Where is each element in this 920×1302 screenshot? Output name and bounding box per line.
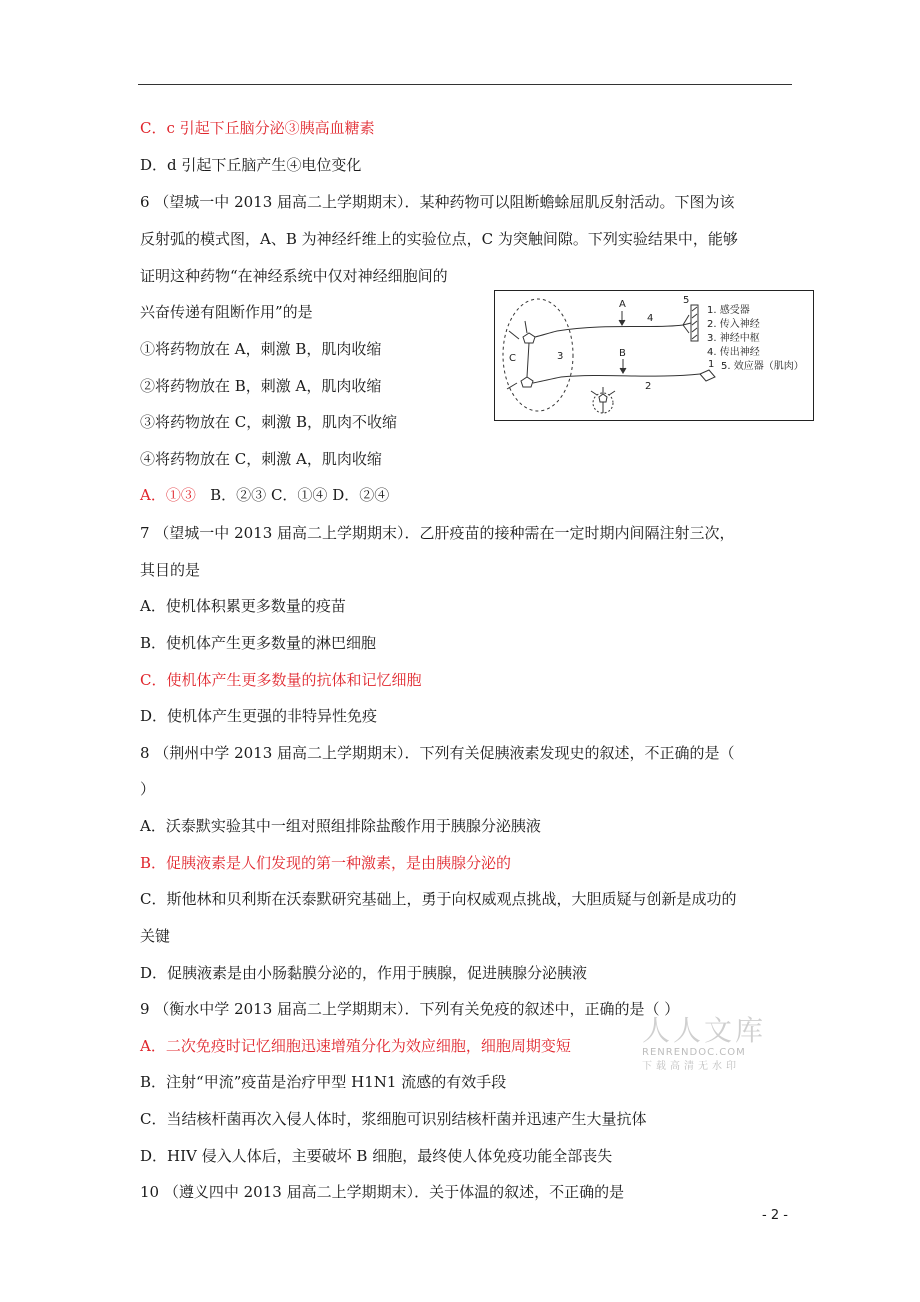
watermark-tagline: 下载高清无水印 [642,1061,740,1072]
option-9a: A．二次免疫时记忆细胞迅速增殖分化为效应细胞，细胞周期变短 [140,1037,571,1055]
legend-center: 3. 神经中枢 [707,333,760,344]
arrow-b-head [620,368,626,373]
question-8-line-1: 8 （荆州中学 2013 届高二上学期期末）．下列有关促胰液素发现史的叙述，不正确的是（ [140,744,735,762]
option-7c: C．使机体产生更多数量的抗体和记忆细胞 [140,671,422,689]
efferent-terminal [683,315,691,333]
label-b: B [619,348,626,359]
legend-effector: 5. 效应器（肌肉） [721,361,804,372]
legend-efferent: 4. 传出神经 [707,347,760,358]
label-4: 4 [647,313,654,324]
option-7a: A．使机体积累更多数量的疫苗 [140,597,346,615]
reflex-arc-figure [494,290,814,421]
question-6-line-4: 兴奋传递有阻断作用”的是 [140,303,313,321]
label-3: 3 [557,351,564,362]
question-6-line-3: 证明这种药物“在神经系统中仅对神经细胞间的 [140,267,448,285]
legend-afferent: 2. 传入神经 [707,319,760,330]
option-8a: A．沃泰默实验其中一组对照组排除盐酸作用于胰腺分泌胰液 [140,817,541,835]
header-rule [138,84,792,85]
question-6-line-1: 6 （望城一中 2013 届高二上学期期末）．某种药物可以阻断蟾蜍屈肌反射活动。下图为该 [140,193,735,211]
option-9d: D．HIV 侵入人体后，主要破坏 B 细胞，最终使人体免疫功能全部丧失 [140,1147,613,1165]
option-5d: D．d 引起下丘脑产生④电位变化 [140,156,362,174]
option-5c: C．c 引起下丘脑分泌③胰高血糖素 [140,119,375,137]
watermark-url: RENRENDOC.COM [642,1047,746,1058]
statement-6-1: ①将药物放在 A，刺激 B，肌肉收缩 [140,340,382,358]
interneuron-body-top [523,333,535,343]
label-2: 2 [645,381,652,392]
efferent-nerve [557,325,683,331]
option-7d: D．使机体产生更强的非特异性免疫 [140,707,378,725]
question-10: 10 （遵义四中 2013 届高二上学期期末）．关于体温的叙述，不正确的是 [140,1183,625,1201]
legend-receptor: 1. 感受器 [707,305,750,316]
answers-6 [140,485,389,505]
label-5: 5 [683,295,690,306]
label-c: C [509,353,516,364]
statement-6-2: ②将药物放在 B，刺激 A，肌肉收缩 [140,377,382,395]
question-9: 9 （衡水中学 2013 届高二上学期期末）．下列有关免疫的叙述中，正确的是（ ） [140,1000,680,1018]
sensory-neuron-body [599,394,607,402]
statement-6-4: ④将药物放在 C，刺激 A，肌肉收缩 [140,450,382,468]
label-1: 1 [708,359,715,370]
arrow-a-head [619,320,625,325]
option-9c: C．当结核杆菌再次入侵人体时，浆细胞可识别结核杆菌并迅速产生大量抗体 [140,1110,647,1128]
interneuron-body-bottom [521,377,533,387]
option-8d: D．促胰液素是由小肠黏膜分泌的，作用于胰腺，促进胰腺分泌胰液 [140,964,588,982]
answer-6-correct: A．①③ [140,486,196,504]
label-a: A [619,299,626,310]
question-8-line-2: ） [140,780,156,798]
option-8b: B．促胰液素是人们发现的第一种激素，是由胰腺分泌的 [140,854,512,872]
afferent-nerve [561,374,700,377]
question-7-line-2: 其目的是 [140,561,201,579]
page-number: - 2 - [762,1208,788,1223]
reflex-arc-diagram [495,291,813,420]
option-9b: B．注射“甲流”疫苗是治疗甲型 H1N1 流感的有效手段 [140,1073,507,1091]
answer-6-others: B．②③ C．①④ D．②④ [210,486,390,504]
watermark [642,1016,782,1074]
watermark-title: 人人文库 [642,1014,767,1047]
option-8c-line-2: 关键 [140,927,171,945]
statement-6-3: ③将药物放在 C，刺激 B，肌肉不收缩 [140,413,398,431]
question-6-line-2: 反射弧的模式图，A、B 为神经纤维上的实验位点，C 为突触间隙。下列实验结果中，能够 [140,230,738,248]
option-7b: B．使机体产生更多数量的淋巴细胞 [140,634,377,652]
option-8c-line-1: C．斯他林和贝利斯在沃泰默研究基础上，勇于向权威观点挑战，大胆质疑与创新是成功的 [140,890,737,908]
receptor-shape [700,370,715,381]
question-7-line-1: 7 （望城一中 2013 届高二上学期期末）．乙肝疫苗的接种需在一定时期内间隔注射三次， [140,524,735,542]
